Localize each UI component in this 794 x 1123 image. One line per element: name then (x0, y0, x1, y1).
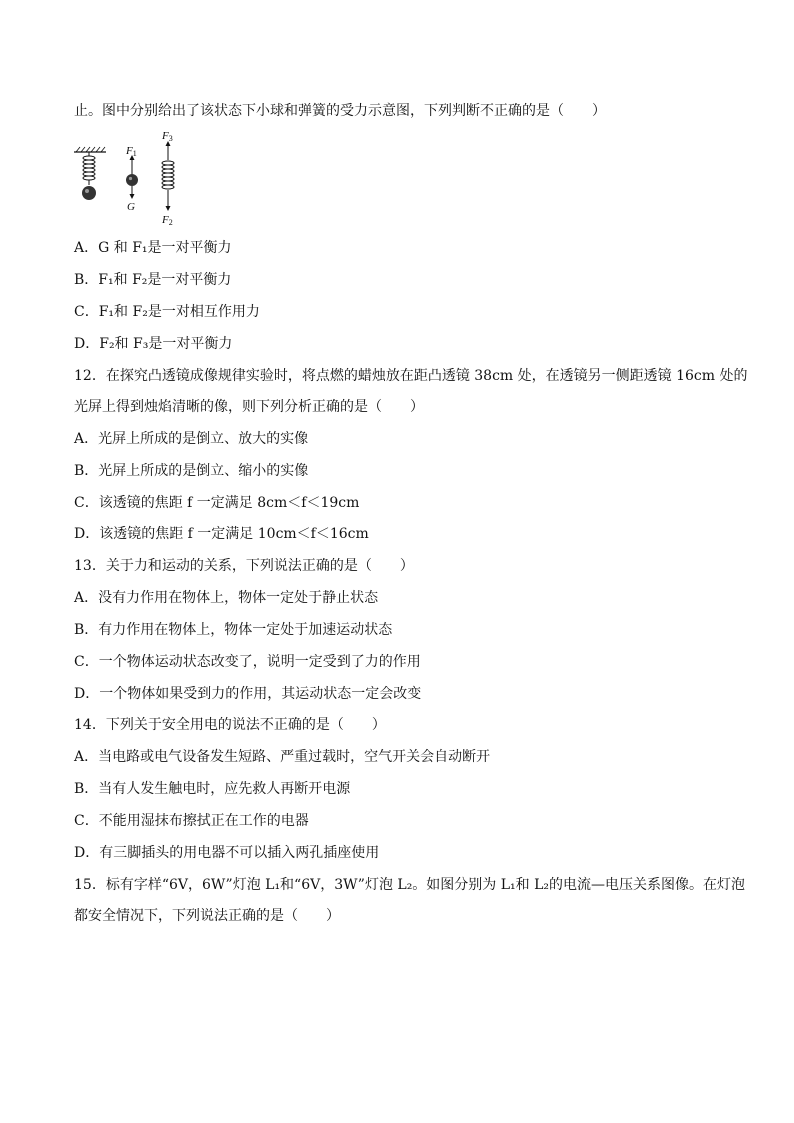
q11-option-d: D．F₂和 F₃是一对平衡力 (74, 336, 233, 352)
question-11-stem-end: 止。图中分别给出了该状态下小球和弹簧的受力示意图，下列判断不正确的是（ ） (74, 103, 606, 119)
q12-option-b: B．光屏上所成的是倒立、缩小的实像 (74, 463, 309, 479)
label-g: G (127, 201, 135, 213)
q13-option-c: C．一个物体运动状态改变了，说明一定受到了力的作用 (74, 654, 421, 670)
q11-option-c: C．F₁和 F₂是一对相互作用力 (74, 304, 260, 320)
q11-option-b: B．F₁和 F₂是一对平衡力 (74, 272, 232, 288)
q12-option-d: D．该透镜的焦距 f 一定满足 10cm＜f＜16cm (74, 526, 369, 542)
q14-option-a: A．当电路或电气设备发生短路、严重过载时，空气开关会自动断开 (74, 749, 491, 765)
label-f1: F1 (126, 145, 137, 158)
label-f3: F3 (162, 130, 173, 143)
label-f2: F2 (162, 214, 173, 227)
q12-option-c: C．该透镜的焦距 f 一定满足 8cm＜f＜19cm (74, 495, 360, 511)
ball-free-body-diagram (125, 145, 138, 213)
q12-stem-line1: 12．在探究凸透镜成像规律实验时，将点燃的蜡烛放在距凸透镜 38cm 处，在透镜另一侧距透镜 16cm 处的 (74, 368, 748, 384)
q13-option-d: D．一个物体如果受到力的作用，其运动状态一定会改变 (74, 686, 422, 702)
q14-option-b: B．当有人发生触电时，应先救人再断开电源 (74, 781, 351, 797)
q12-stem-line2: 光屏上得到烛焰清晰的像，则下列分析正确的是（ ） (74, 399, 424, 415)
q12-option-a: A．光屏上所成的是倒立、放大的实像 (74, 431, 309, 447)
q15-stem-line2: 都安全情况下，下列说法正确的是（ ） (74, 908, 340, 924)
q14-option-c: C．不能用湿抹布擦拭正在工作的电器 (74, 813, 309, 829)
q13-option-b: B．有力作用在物体上，物体一定处于加速运动状态 (74, 622, 393, 638)
ball-hanging (82, 186, 96, 200)
spring-free-body-diagram (161, 130, 174, 227)
q13-option-a: A．没有力作用在物体上，物体一定处于静止状态 (74, 590, 379, 606)
q14-option-d: D．有三脚插头的用电器不可以插入两孔插座使用 (74, 845, 380, 861)
q15-stem-line1: 15．标有字样“6V，6W”灯泡 L₁和“6V，3W”灯泡 L₂。如图分别为 L₁和 L₂的电流—电压关系图像。在灯泡 (74, 877, 746, 893)
q13-stem: 13．关于力和运动的关系，下列说法正确的是（ ） (74, 558, 414, 574)
q14-stem: 14．下列关于安全用电的说法不正确的是（ ） (74, 717, 386, 733)
hanging-spring (83, 152, 95, 185)
ceiling-support (74, 147, 106, 152)
force-diagram-figure (68, 130, 188, 230)
q11-option-a: A．G 和 F₁是一对平衡力 (74, 240, 232, 256)
